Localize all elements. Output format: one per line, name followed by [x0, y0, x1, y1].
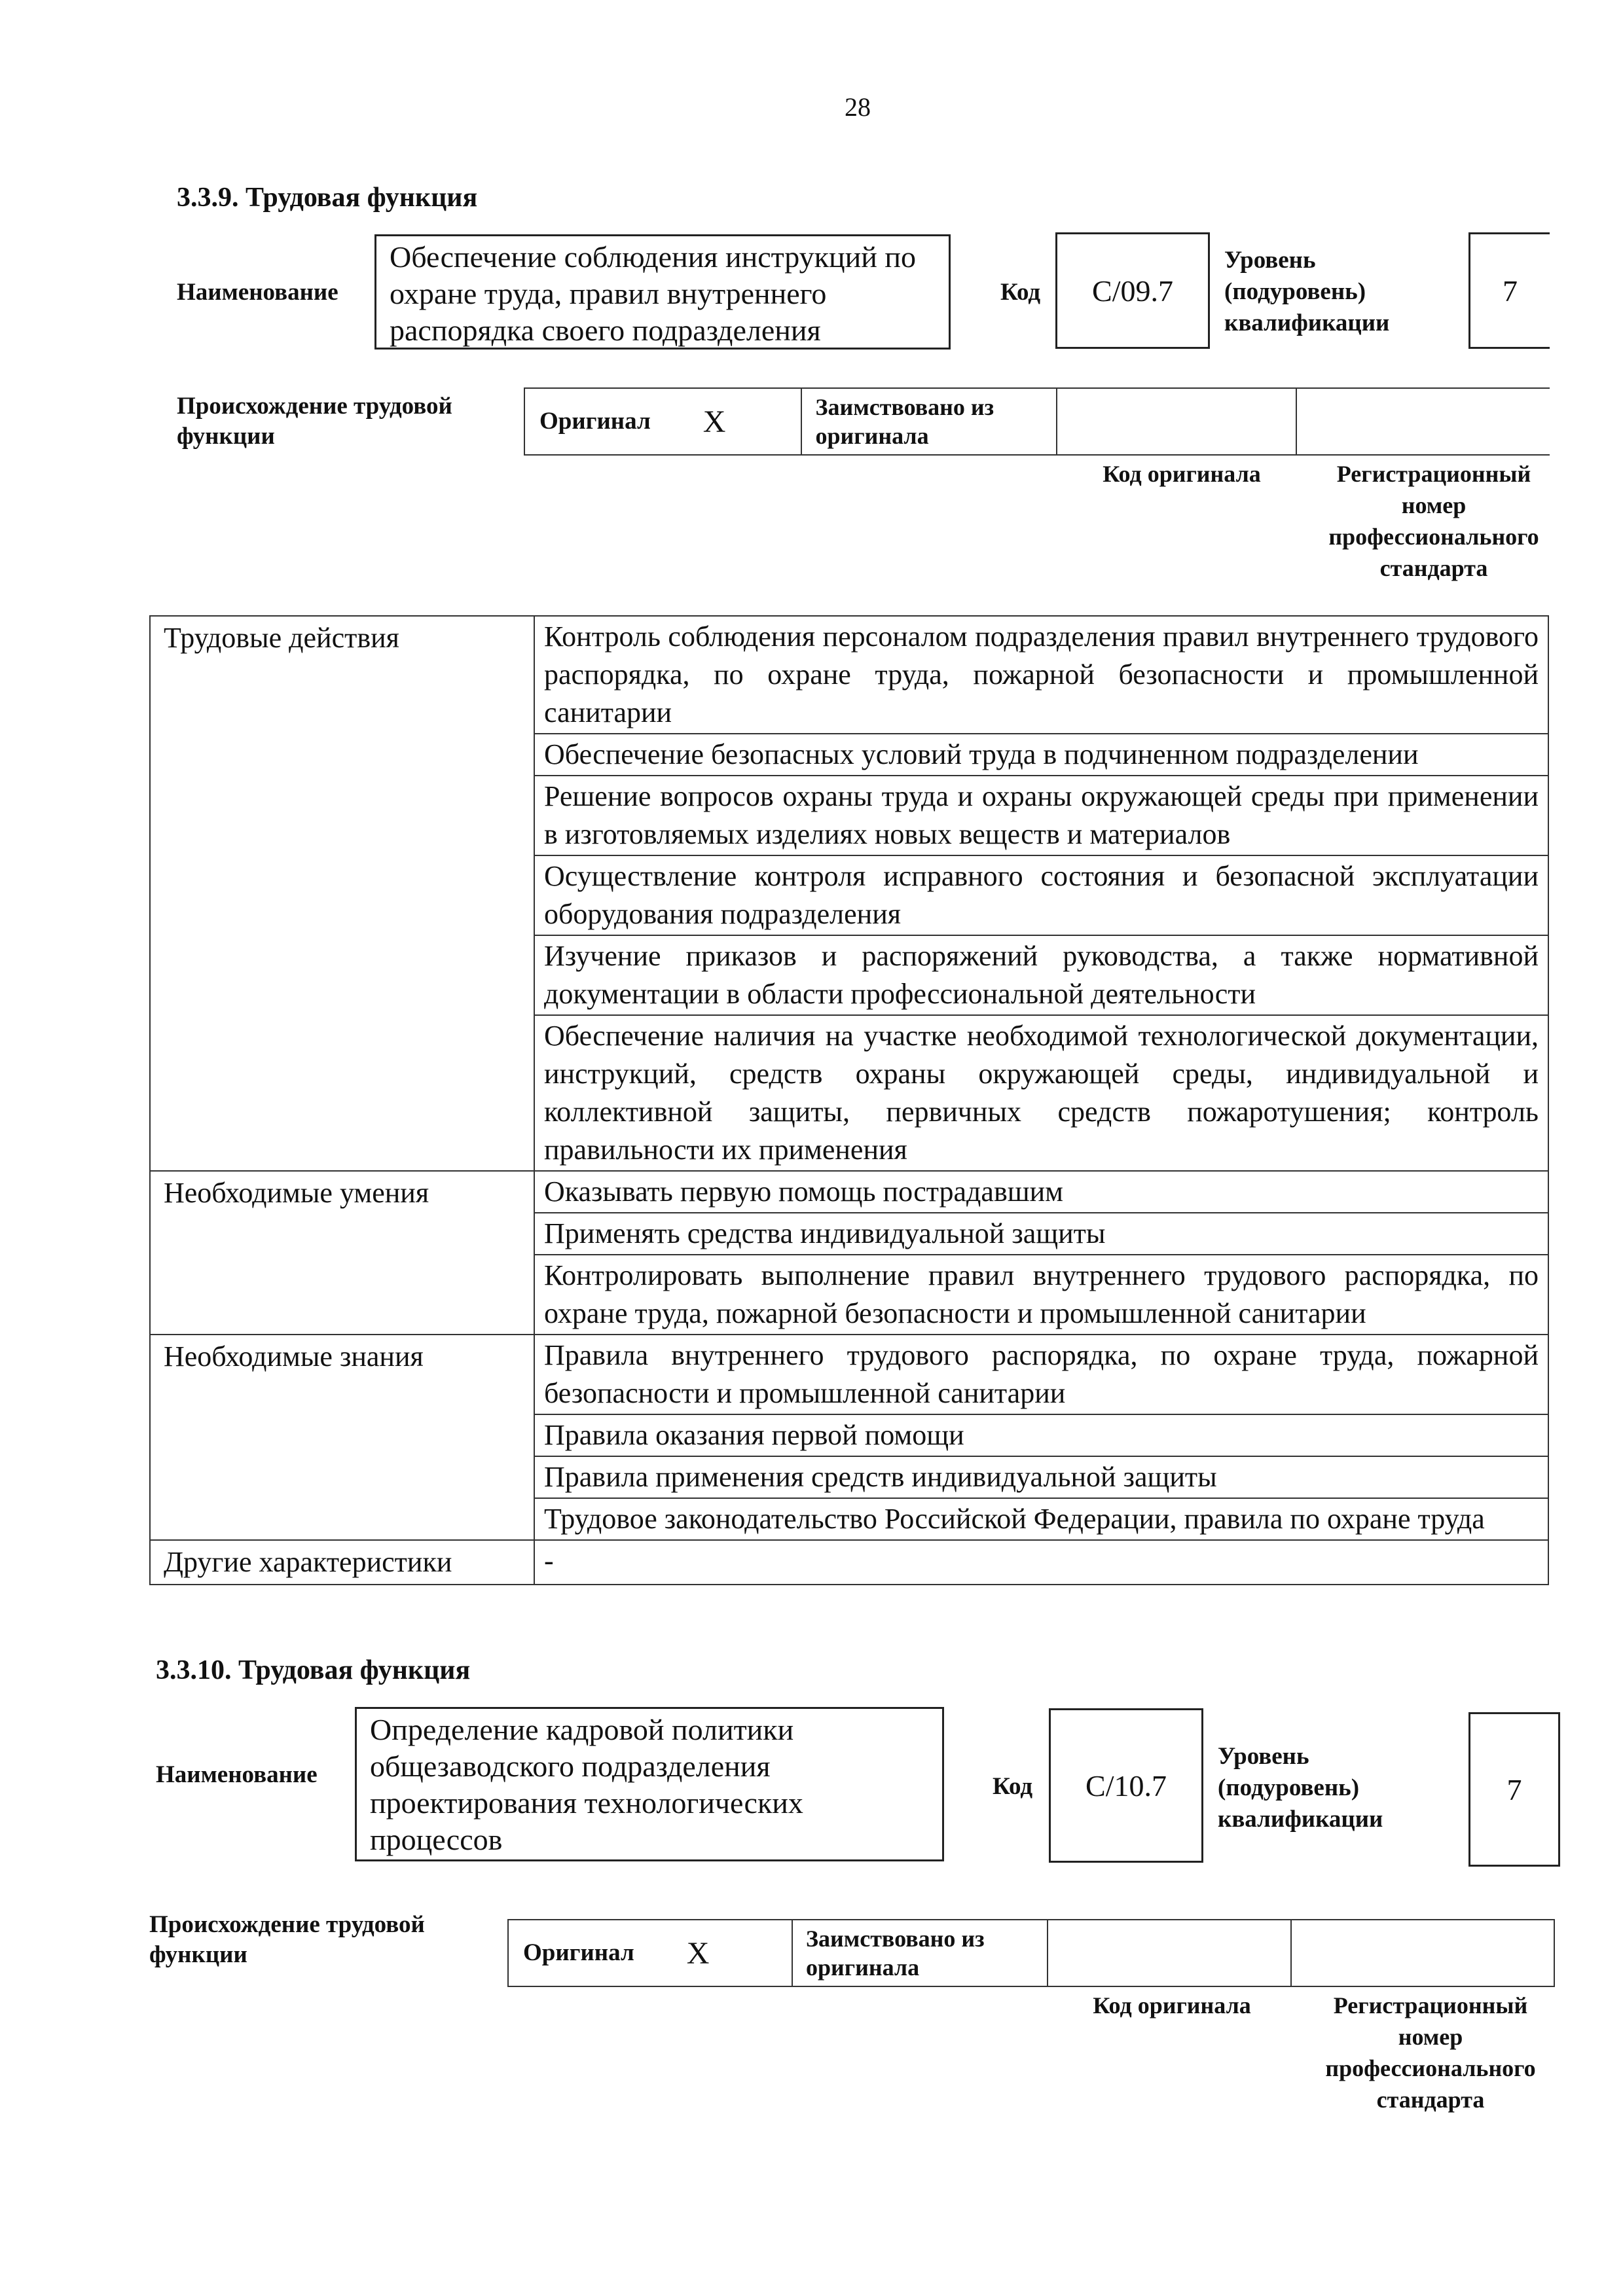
level-label-line2: (подуровень): [1218, 1774, 1360, 1801]
list-item: Трудовое законодательство Российской Федерации, правила по охране труда: [534, 1498, 1548, 1540]
origin-label: Происхождение трудовой функции: [149, 1911, 425, 1968]
list-item: Оказывать первую помощь пострадавшим: [534, 1171, 1548, 1213]
list-item: Контроль соблюдения персоналом подразделения правил внутреннего трудового распорядка, по охране труда, пожарной безопасности и промышленной санитарии: [534, 616, 1548, 734]
level-label-line3: квалификации: [1224, 310, 1390, 336]
level-label-line2: (подуровень): [1224, 278, 1366, 305]
list-item: Обеспечение безопасных условий труда в подчиненном подразделении: [534, 734, 1548, 776]
actions-label: Трудовые действия: [150, 616, 534, 1171]
name-label: Наименование: [156, 1761, 318, 1788]
origin-label: Происхождение трудовой функции: [177, 393, 452, 450]
name-label: Наименование: [177, 279, 338, 306]
level-box: 7: [1468, 1712, 1560, 1867]
original-code-cell: [1057, 389, 1297, 454]
other-label: Другие характеристики: [150, 1540, 534, 1585]
original-mark: X: [702, 404, 726, 439]
borrowed-cell: [802, 389, 1057, 454]
table-row: [150, 616, 1548, 734]
origin-table: [507, 1919, 1555, 1987]
code-label: Код: [993, 1773, 1033, 1800]
original-cell: [509, 1920, 793, 1986]
list-item: Решение вопросов охраны труда и охраны окружающей среды при применении в изготовляемых изделиях новых веществ и материалов: [534, 776, 1548, 855]
level-box: 7: [1468, 232, 1550, 349]
level-label: [1218, 1741, 1383, 1835]
reg-number-cell: [1297, 389, 1550, 454]
table-row: [150, 1171, 1548, 1213]
level-label: [1224, 245, 1389, 339]
reg-caption: Регистрационный номер профессионального стандарта: [1325, 1992, 1536, 2113]
borrowed-label: Заимствовано из оригинала: [806, 1926, 985, 1981]
original-label: Оригинал: [539, 408, 651, 435]
list-item: Правила внутреннего трудового распорядка, по охране труда, пожарной безопасности и промышленной санитарии: [534, 1335, 1548, 1414]
origin-table: [524, 387, 1550, 456]
function-name-box: Обеспечение соблюдения инструкций по охране труда, правил внутреннего распорядка своего подразделения: [374, 234, 951, 350]
labor-function-table: [149, 615, 1549, 1585]
reg-caption: Регистрационный номер профессионального стандарта: [1328, 461, 1539, 581]
level-label-line1: Уровень: [1218, 1743, 1309, 1770]
reg-number-cell: [1292, 1920, 1554, 1986]
code-box: C/09.7: [1055, 232, 1210, 349]
orig-code-caption: Код оригинала: [1103, 461, 1261, 487]
list-item: Контролировать выполнение правил внутреннего трудового распорядка, по охране труда, пожарной безопасности и промышленной санитарии: [534, 1255, 1548, 1335]
original-cell: [525, 389, 802, 454]
function-name-box: Определение кадровой политики общезаводского подразделения проектирования технологических процессов: [355, 1707, 944, 1861]
table-row: [150, 1540, 1548, 1585]
list-item: Применять средства индивидуальной защиты: [534, 1213, 1548, 1255]
table-row: [150, 1335, 1548, 1414]
page-number: 28: [845, 92, 871, 122]
original-code-cell: [1048, 1920, 1292, 1986]
list-item: Обеспечение наличия на участке необходимой технологической документации, инструкций, средств охраны окружающей среды, индивидуальной и коллективной защиты, первичных средств пожаротушения; контроль правильности их применения: [534, 1015, 1548, 1171]
knowledge-label: Необходимые знания: [150, 1335, 534, 1540]
other-value: -: [534, 1540, 1548, 1585]
skills-label: Необходимые умения: [150, 1171, 534, 1335]
list-item: Изучение приказов и распоряжений руководства, а также нормативной документации в области профессиональной деятельности: [534, 935, 1548, 1015]
code-label: Код: [1000, 279, 1041, 306]
list-item: Правила оказания первой помощи: [534, 1414, 1548, 1456]
level-label-line3: квалификации: [1218, 1806, 1383, 1833]
original-mark: X: [686, 1935, 710, 1971]
list-item: Правила применения средств индивидуальной защиты: [534, 1456, 1548, 1498]
borrowed-cell: [793, 1920, 1048, 1986]
code-box: C/10.7: [1049, 1708, 1203, 1863]
orig-code-caption: Код оригинала: [1093, 1992, 1251, 2018]
list-item: Осуществление контроля исправного состояния и безопасной эксплуатации оборудования подразделения: [534, 855, 1548, 935]
borrowed-label: Заимствовано из оригинала: [815, 394, 994, 449]
section-title: 3.3.10. Трудовая функция: [156, 1655, 471, 1685]
level-label-line1: Уровень: [1224, 247, 1316, 274]
section-title: 3.3.9. Трудовая функция: [177, 183, 478, 213]
original-label: Оригинал: [523, 1939, 634, 1966]
